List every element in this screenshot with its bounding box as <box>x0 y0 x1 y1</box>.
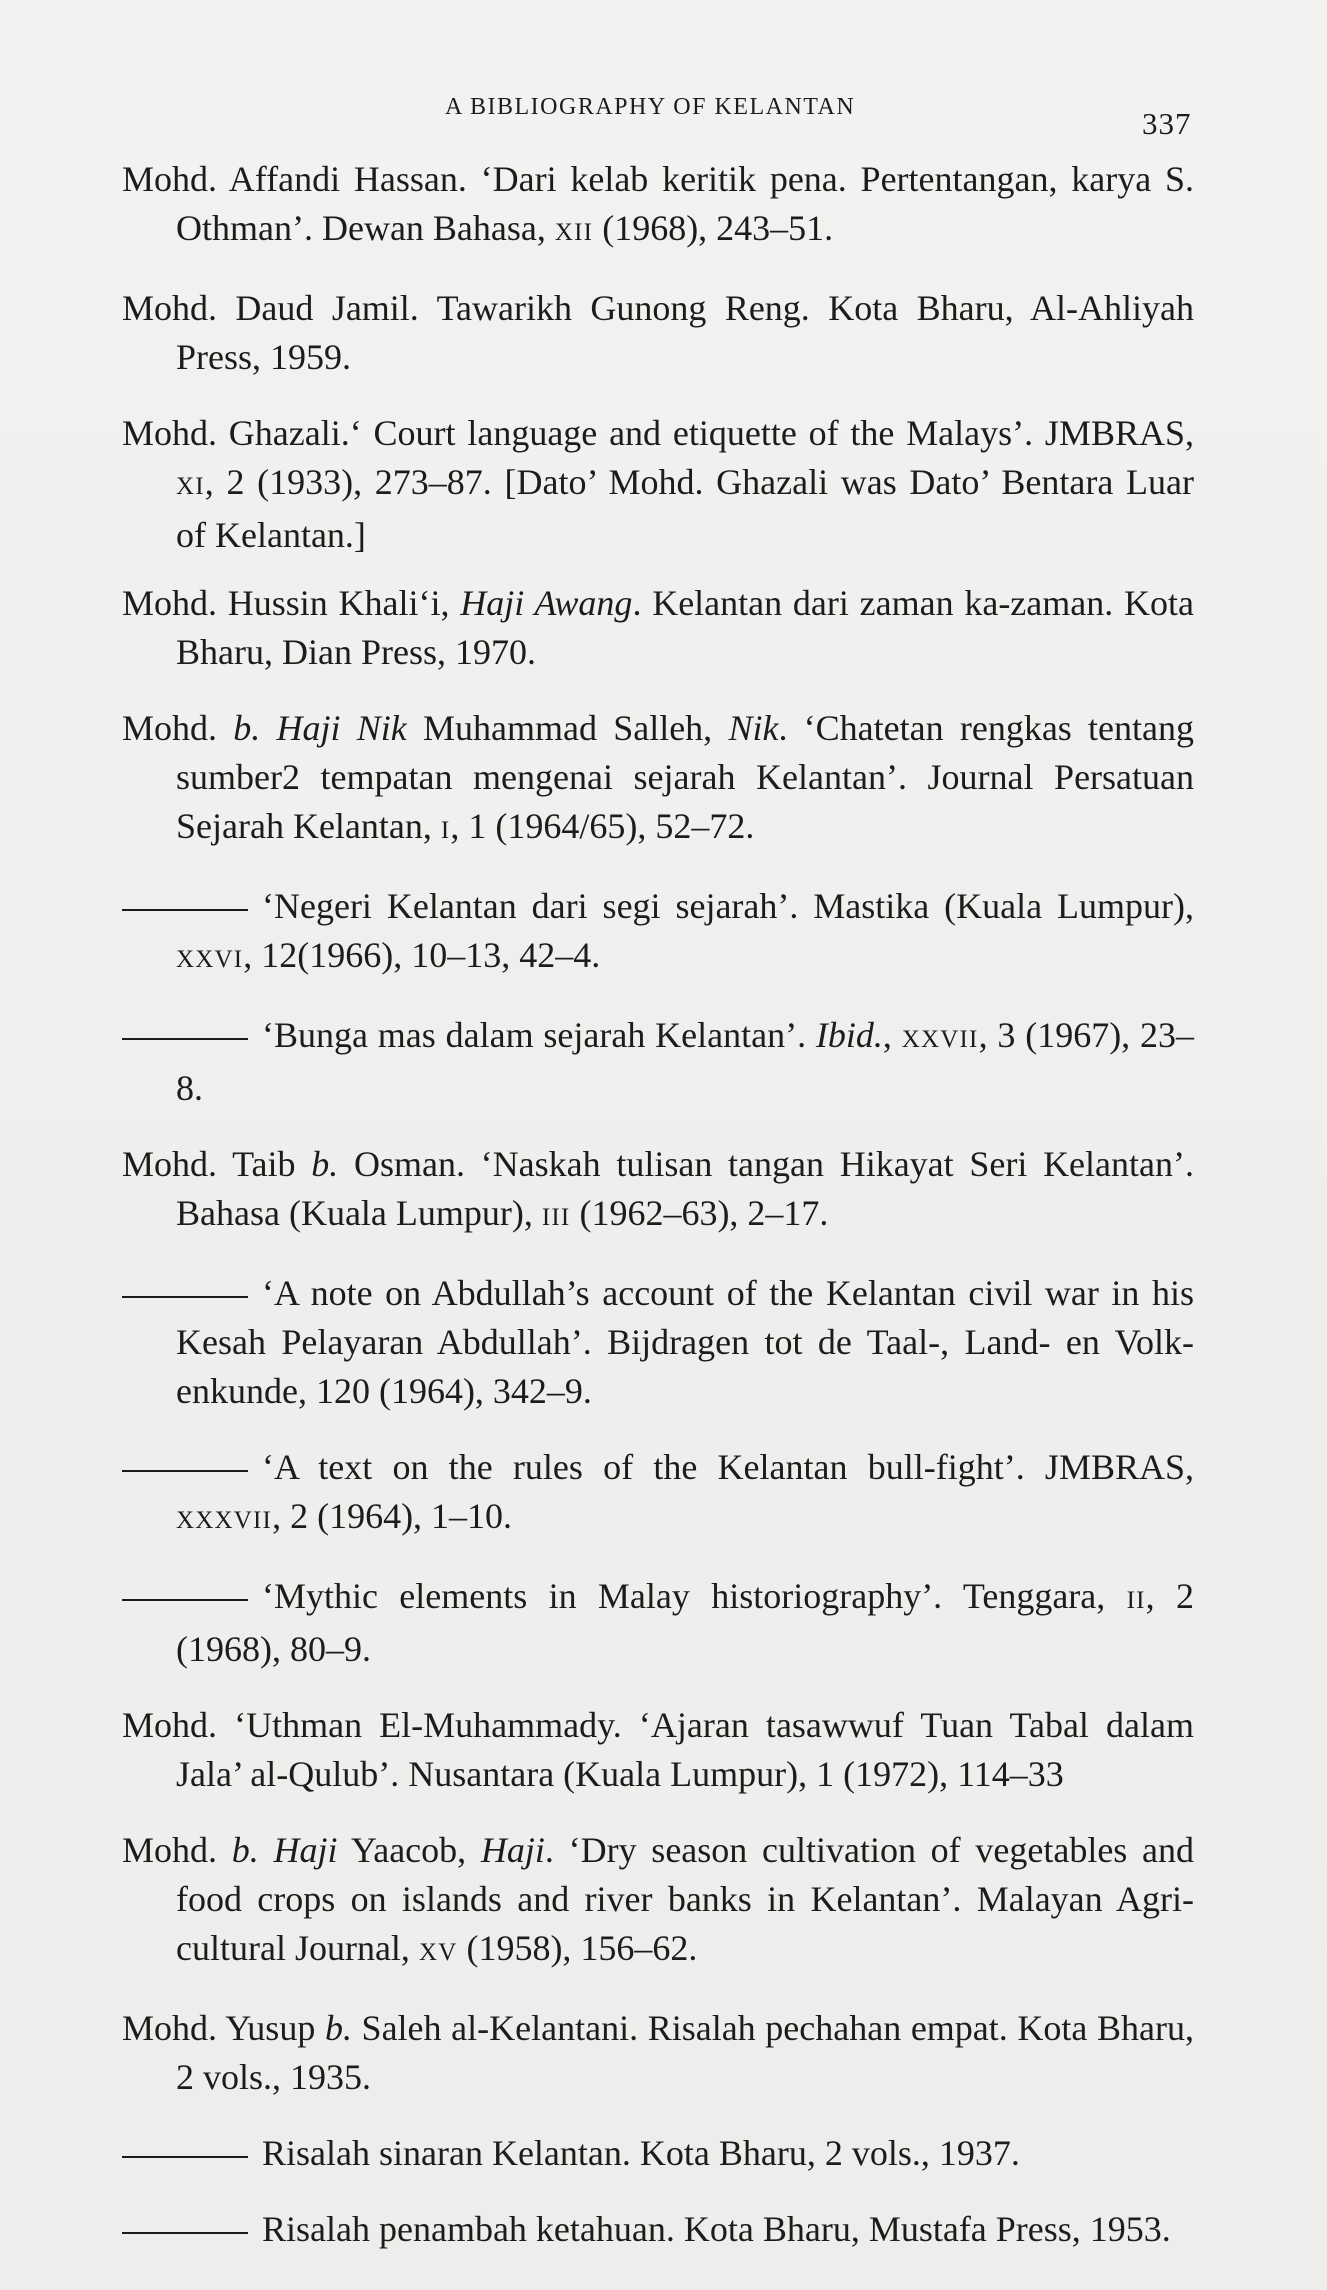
entry-text-segment: II <box>1126 1587 1146 1614</box>
bibliography-entry-uthman <box>122 1701 1194 1799</box>
entry-text-segment: , <box>882 1015 902 1055</box>
entry-text-segment: Risalah sinaran Kelantan. Kota Bharu, 2 vols., 1937. <box>262 2133 1020 2173</box>
entry-text-segment: , 2 (1968), 80–9. <box>176 1576 1194 1669</box>
bibliography-entry-taib-1 <box>122 1140 1194 1242</box>
entry-text-segment: (1962–63), 2–17. <box>570 1193 829 1233</box>
bibliography-entry-salleh-1 <box>122 704 1194 855</box>
bibliography-entry-hussin <box>122 579 1194 677</box>
entry-text-segment: ‘A note on Abdullah’s account of the Kelantan civil war in his Kesah Pelayaran Abdullah’. Bijdragen tot de Taal-, Land- en Volkenkunde, 120 (1964), 342–9. <box>176 1273 1194 1411</box>
entry-text-segment: Mohd. Hussin Khali‘i, <box>122 583 461 623</box>
entry-text-segment: , 3 (1967), 23–8. <box>176 1015 1195 1108</box>
entry-text-segment: , 2 (1964), 1–10. <box>272 1496 513 1536</box>
page-number: 337 <box>1142 106 1192 141</box>
ditto-dash <box>122 909 248 911</box>
entry-text-segment: . ‘Dry season cultivation of vegetables and food crops on islands and river banks in Kelantan’. Malayan Agricultural Journal, <box>176 1830 1195 1968</box>
bibliography-entry-salleh-3 <box>122 1011 1194 1113</box>
bibliography-entry-salleh-2 <box>122 882 1194 984</box>
entry-text-segment: b. <box>311 1144 339 1184</box>
entry-text-segment: Osman. ‘Naskah tulisan tangan Hikayat Seri Kelantan’. Bahasa (Kuala Lumpur), <box>176 1144 1194 1233</box>
bibliography-entry-yusup-1 <box>122 2004 1194 2102</box>
bibliography-entry-ghazali <box>122 409 1194 560</box>
entry-text-segment: Risalah penambah ketahuan. Kota Bharu, Mustafa Press, 1953. <box>262 2209 1171 2249</box>
entry-text-segment: , 1 (1964/65), 52–72. <box>450 806 755 846</box>
entry-text-segment: Mohd. Daud Jamil. Tawarikh Gunong Reng. Kota Bharu, Al-Ahliyah Press, 1959. <box>122 288 1194 377</box>
entry-text-segment: (1968), 243–51. <box>593 208 834 248</box>
entry-text-segment: Mohd. ‘Uthman El-Muhammady. ‘Ajaran tasawwuf Tuan Tabal dalam Jala’ al-Qulub’. Nusantara (Kuala Lumpur), 1 (1972), 114–33 <box>122 1705 1194 1794</box>
ditto-dash <box>122 1038 248 1040</box>
entry-text-segment: Mohd. Taib <box>122 1144 312 1184</box>
entry-text-segment: III <box>541 1204 571 1231</box>
entry-text-segment: XV <box>418 1939 458 1966</box>
bibliography-entry-yusup-2 <box>122 2129 1194 2178</box>
bibliography-entry-taib-2 <box>122 1269 1194 1416</box>
entry-text-segment: I <box>440 817 451 844</box>
entry-text-segment: . Kelantan dari zaman ka-zaman. Kota Bharu, Dian Press, 1970. <box>176 583 1194 672</box>
bibliography-entry-taib-3 <box>122 1443 1194 1545</box>
entry-text-segment: (1958), 156–62. <box>457 1928 698 1968</box>
bibliography-entry-daud-jamil <box>122 284 1194 382</box>
entry-text-segment: ‘Negeri Kelantan dari segi sejarah’. Mastika (Kuala Lumpur), <box>262 886 1194 926</box>
entry-text-segment: ‘Mythic elements in Malay historiography’. Tenggara, <box>262 1576 1127 1616</box>
ditto-dash <box>122 2232 248 2234</box>
entry-text-segment: b. Haji <box>231 1830 338 1870</box>
entry-text-segment: Saleh al-Kelantani. Risalah pechahan empat. Kota Bharu, 2 vols., 1935. <box>176 2008 1194 2097</box>
entry-text-segment: Mohd. Ghazali.‘ Court language and etiquette of the Malays’. JMBRAS, <box>122 413 1194 453</box>
bibliography-list <box>122 155 1194 2281</box>
bibliography-entry-yaacob <box>122 1826 1194 1977</box>
entry-text-segment: Haji Awang <box>460 583 633 623</box>
running-head: A BIBLIOGRAPHY OF KELANTAN <box>445 94 856 120</box>
entry-text-segment: Mohd. <box>122 708 234 748</box>
entry-text-segment: Haji <box>480 1830 545 1870</box>
entry-text-segment: b. <box>324 2008 352 2048</box>
entry-text-segment: ‘A text on the rules of the Kelantan bull-fight’. JMBRAS, <box>262 1447 1194 1487</box>
entry-text-segment: XI <box>176 473 205 500</box>
ditto-dash <box>122 1599 248 1601</box>
entry-text-segment: XXVII <box>901 1026 979 1053</box>
entry-text-segment: Mohd. Affandi Hassan. ‘Dari kelab keritik pena. Pertentangan, karya S. Othman’. Dewan Bahasa, <box>122 159 1194 248</box>
entry-text-segment: Yaacob, <box>337 1830 481 1870</box>
entry-text-segment: XXXVII <box>176 1507 273 1534</box>
entry-text-segment: b. Haji Nik <box>233 708 407 748</box>
entry-text-segment: XII <box>554 219 594 246</box>
entry-text-segment: Ibid. <box>815 1015 883 1055</box>
bibliography-entry-taib-4 <box>122 1572 1194 1674</box>
entry-text-segment: . ‘Chatetan rengkas tentang sumber2 tempatan mengenai sejarah Kelantan’. Journal Persatuan Sejarah Kelantan, <box>176 708 1195 846</box>
entry-text-segment: Mohd. <box>122 1830 232 1870</box>
entry-text-segment: XXVI <box>176 946 244 973</box>
entry-text-segment: , 2 (1933), 273–87. [Dato’ Mohd. Ghazali was Dato’ Bentara Luar of Kelantan.] <box>176 462 1194 555</box>
ditto-dash <box>122 2156 248 2158</box>
entry-text-segment: ‘Bunga mas dalam sejarah Kelantan’. <box>262 1015 816 1055</box>
ditto-dash <box>122 1296 248 1298</box>
entry-text-segment: Nik <box>728 708 779 748</box>
ditto-dash <box>122 1470 248 1472</box>
entry-text-segment: , 12(1966), 10–13, 42–4. <box>243 935 601 975</box>
bibliography-entry-yusup-3 <box>122 2205 1194 2254</box>
entry-text-segment: Mohd. Yusup <box>122 2008 325 2048</box>
bibliography-entry-affandi <box>122 155 1194 257</box>
entry-text-segment: Muhammad Salleh, <box>406 708 729 748</box>
